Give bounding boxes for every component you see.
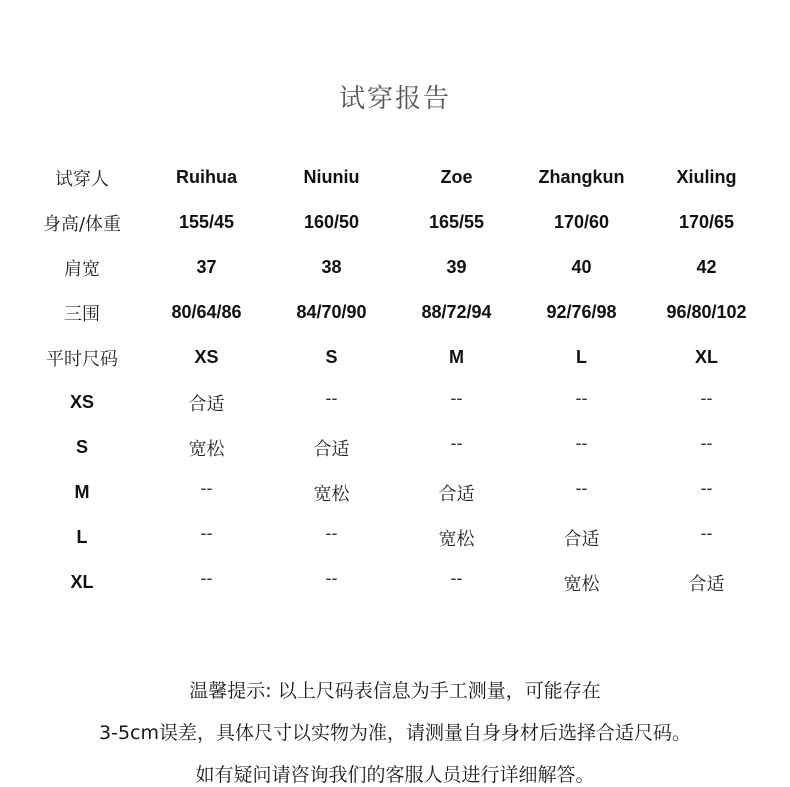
fit-result: -- xyxy=(700,388,713,408)
row-testers xyxy=(20,155,769,200)
measurements-value: 96/80/102 xyxy=(666,302,747,322)
height-weight-value: 170/60 xyxy=(553,212,610,232)
row-measurements xyxy=(20,290,769,335)
row-height-weight xyxy=(20,200,769,245)
notice-line-3: 如有疑问请咨询我们的客服人员进行详细解答。 xyxy=(195,764,595,786)
shoulder-value: 40 xyxy=(571,257,592,277)
fit-result: 合适 xyxy=(688,573,725,595)
fit-result: -- xyxy=(200,478,213,498)
usual-size-value: XS xyxy=(194,347,219,367)
fit-result: 宽松 xyxy=(188,438,225,460)
page-title: 试穿报告 xyxy=(338,84,451,114)
usual-size-value: M xyxy=(449,347,464,367)
fit-result: 合适 xyxy=(188,393,225,415)
fit-report-table xyxy=(20,155,769,605)
fit-result: -- xyxy=(700,523,713,543)
height-weight-value: 160/50 xyxy=(303,212,360,232)
tester-name: Ruihua xyxy=(176,167,237,187)
fit-result: -- xyxy=(325,523,338,543)
size-label: M xyxy=(74,482,90,502)
fit-result: 宽松 xyxy=(563,573,600,595)
fit-result: -- xyxy=(700,478,713,498)
shoulder-label: 肩宽 xyxy=(64,258,100,280)
fit-result: -- xyxy=(325,388,338,408)
fit-result: 宽松 xyxy=(313,483,350,505)
measurements-value: 92/76/98 xyxy=(546,302,617,322)
measurements-value: 80/64/86 xyxy=(171,302,242,322)
fit-result: -- xyxy=(575,388,588,408)
fit-result: -- xyxy=(450,433,463,453)
measurements-value: 84/70/90 xyxy=(296,302,367,322)
usual-size-value: S xyxy=(325,347,338,367)
notice-line-2: 3-5cm误差，具体尺寸以实物为准，请测量自身身材后选择合适尺码。 xyxy=(99,722,691,744)
fit-result: -- xyxy=(575,433,588,453)
row-usual-size xyxy=(20,335,769,380)
row-size-xs xyxy=(20,380,769,425)
usual-size-value: L xyxy=(576,347,587,367)
height-weight-value: 165/55 xyxy=(428,212,485,232)
measurements-label: 三围 xyxy=(64,303,100,325)
size-label: S xyxy=(75,437,88,457)
row-size-s xyxy=(20,425,769,470)
shoulder-value: 38 xyxy=(321,257,342,277)
fit-result: -- xyxy=(200,523,213,543)
fit-result: -- xyxy=(700,433,713,453)
tester-name: Zoe xyxy=(440,167,473,187)
fit-result: 合适 xyxy=(438,483,475,505)
height-weight-value: 170/65 xyxy=(678,212,735,232)
shoulder-value: 37 xyxy=(196,257,217,277)
height-weight-value: 155/45 xyxy=(178,212,235,232)
shoulder-value: 39 xyxy=(446,257,467,277)
row-size-xl xyxy=(20,560,769,605)
fit-result: 宽松 xyxy=(438,528,475,550)
fit-result: -- xyxy=(450,388,463,408)
row-size-m xyxy=(20,470,769,515)
fit-result: -- xyxy=(450,568,463,588)
testers-label: 试穿人 xyxy=(55,168,109,190)
size-label: L xyxy=(76,527,88,547)
fit-result: -- xyxy=(325,568,338,588)
tester-name: Zhangkun xyxy=(538,167,625,187)
fit-result: -- xyxy=(200,568,213,588)
tester-name: Niuniu xyxy=(303,167,360,187)
size-label: XL xyxy=(70,572,94,592)
size-label: XS xyxy=(69,392,94,412)
measurements-value: 88/72/94 xyxy=(421,302,492,322)
height-weight-label: 身高/体重 xyxy=(42,213,122,235)
usual-size-label: 平时尺码 xyxy=(46,348,118,370)
fit-result: 合适 xyxy=(313,438,350,460)
notice-line-1: 温馨提示: 以上尺码表信息为手工测量，可能存在 xyxy=(189,680,601,702)
shoulder-value: 42 xyxy=(696,257,717,277)
fit-result: -- xyxy=(575,478,588,498)
row-size-l xyxy=(20,515,769,560)
tester-name: Xiuling xyxy=(676,167,737,187)
usual-size-value: XL xyxy=(694,347,718,367)
fit-result: 合适 xyxy=(563,528,600,550)
row-shoulder xyxy=(20,245,769,290)
